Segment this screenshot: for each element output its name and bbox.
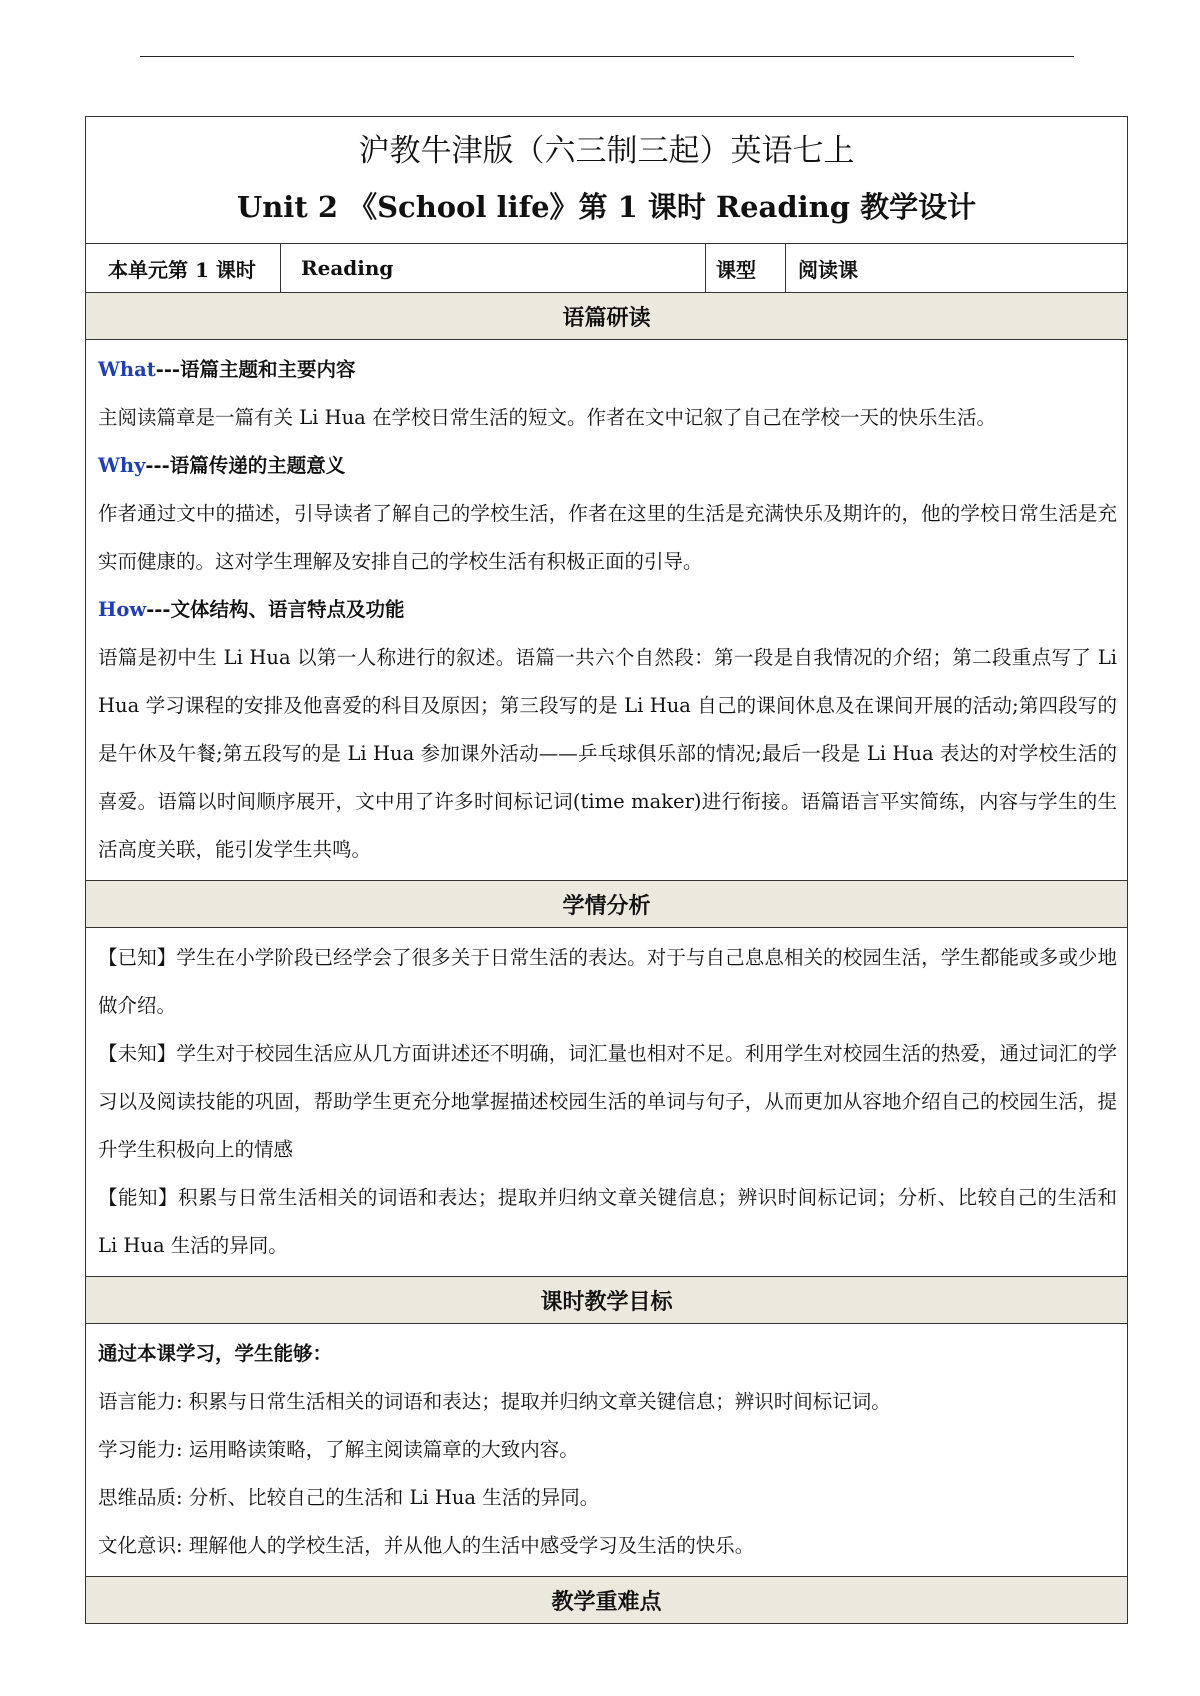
section-heading-learner-analysis: 学情分析 [86, 881, 1128, 928]
header-rule [140, 56, 1074, 57]
why-paragraph: 作者通过文中的描述，引导读者了解自己的学校生活，作者在这里的生活是充满快乐及期许的，他的学校日常生活是充实而健康的。这对学生理解及安排自己的学校生活有积极正面的引导。 [98, 502, 1118, 573]
info-row [86, 244, 1128, 293]
unknown-paragraph: 【未知】学生对于校园生活应从几方面讲述还不明确，词汇量也相对不足。利用学生对校园生活的热爱，通过词汇的学习以及阅读技能的巩固，帮助学生更充分地掌握描述校园生活的单词与句子，从而更加从容地介绍自己的校园生活，提升学生积极向上的情感 [98, 1042, 1118, 1161]
learner-analysis-body [86, 928, 1128, 1277]
what-paragraph: 主阅读篇章是一篇有关 Li Hua 在学校日常生活的短文。作者在文中记叙了自己在学校一天的快乐生活。 [98, 406, 996, 429]
lesson-name: Reading [281, 244, 706, 293]
lesson-type-label: 课型 [706, 244, 786, 293]
title-cell [86, 117, 1128, 244]
what-heading [98, 346, 1117, 394]
lesson-type-value: 阅读课 [786, 244, 1128, 293]
what-keyword: What [98, 358, 156, 381]
why-label: ---语篇传递的主题意义 [145, 454, 346, 477]
objective-item: 思维品质: 分析、比较自己的生活和 Li Hua 生活的异同。 [98, 1486, 600, 1509]
able-paragraph: 【能知】积累与日常生活相关的词语和表达；提取并归纳文章关键信息；辨识时间标记词；分析、比较自己的生活和 Li Hua 生活的异同。 [98, 1186, 1118, 1257]
lesson-number: 本单元第 1 课时 [86, 244, 281, 293]
document-title: 沪教牛津版（六三制三起）英语七上 [358, 133, 855, 169]
how-keyword: How [98, 598, 147, 621]
document-subtitle: Unit 2 《School life》第 1 课时 Reading 教学设计 [236, 190, 977, 224]
what-label: ---语篇主题和主要内容 [155, 358, 356, 381]
how-heading [98, 586, 1117, 634]
known-paragraph: 【已知】学生在小学阶段已经学会了很多关于日常生活的表达。对于与自己息息相关的校园生活，学生都能或多或少地做介绍。 [98, 946, 1118, 1017]
objective-item: 文化意识: 理解他人的学校生活，并从他人的生活中感受学习及生活的快乐。 [98, 1534, 755, 1557]
section-heading-objectives: 课时教学目标 [86, 1277, 1128, 1324]
why-heading [98, 442, 1117, 490]
objectives-intro: 通过本课学习，学生能够： [98, 1342, 333, 1365]
text-study-body [86, 340, 1128, 881]
how-paragraph: 语篇是初中生 Li Hua 以第一人称进行的叙述。语篇一共六个自然段：第一段是自我情况的介绍；第二段重点写了 Li Hua 学习课程的安排及他喜爱的科目及原因；第三段写的是 Li Hua 自己的课间休息及在课间开展的活动;第四段写的是午休及午餐;第五段写的是 Li Hua 参加课外活动——乒乓球俱乐部的情况;最后一段是 Li Hua 表达的对学校生活的喜爱。语篇以时间顺序展开，文中用了许多时间标记词(time maker)进行衔接。语篇语言平实简练，内容与学生的生活高度关联，能引发学生共鸣。 [98, 646, 1118, 861]
section-heading-text-study: 语篇研读 [86, 293, 1128, 340]
objective-item: 语言能力: 积累与日常生活相关的词语和表达；提取并归纳文章关键信息；辨识时间标记词。 [98, 1390, 891, 1413]
objectives-body [86, 1324, 1128, 1577]
how-label: ---文体结构、语言特点及功能 [146, 598, 405, 621]
objective-item: 学习能力: 运用略读策略，了解主阅读篇章的大致内容。 [98, 1438, 579, 1461]
section-heading-key-points: 教学重难点 [86, 1577, 1128, 1624]
why-keyword: Why [98, 454, 146, 477]
lesson-plan-table [85, 116, 1128, 1624]
